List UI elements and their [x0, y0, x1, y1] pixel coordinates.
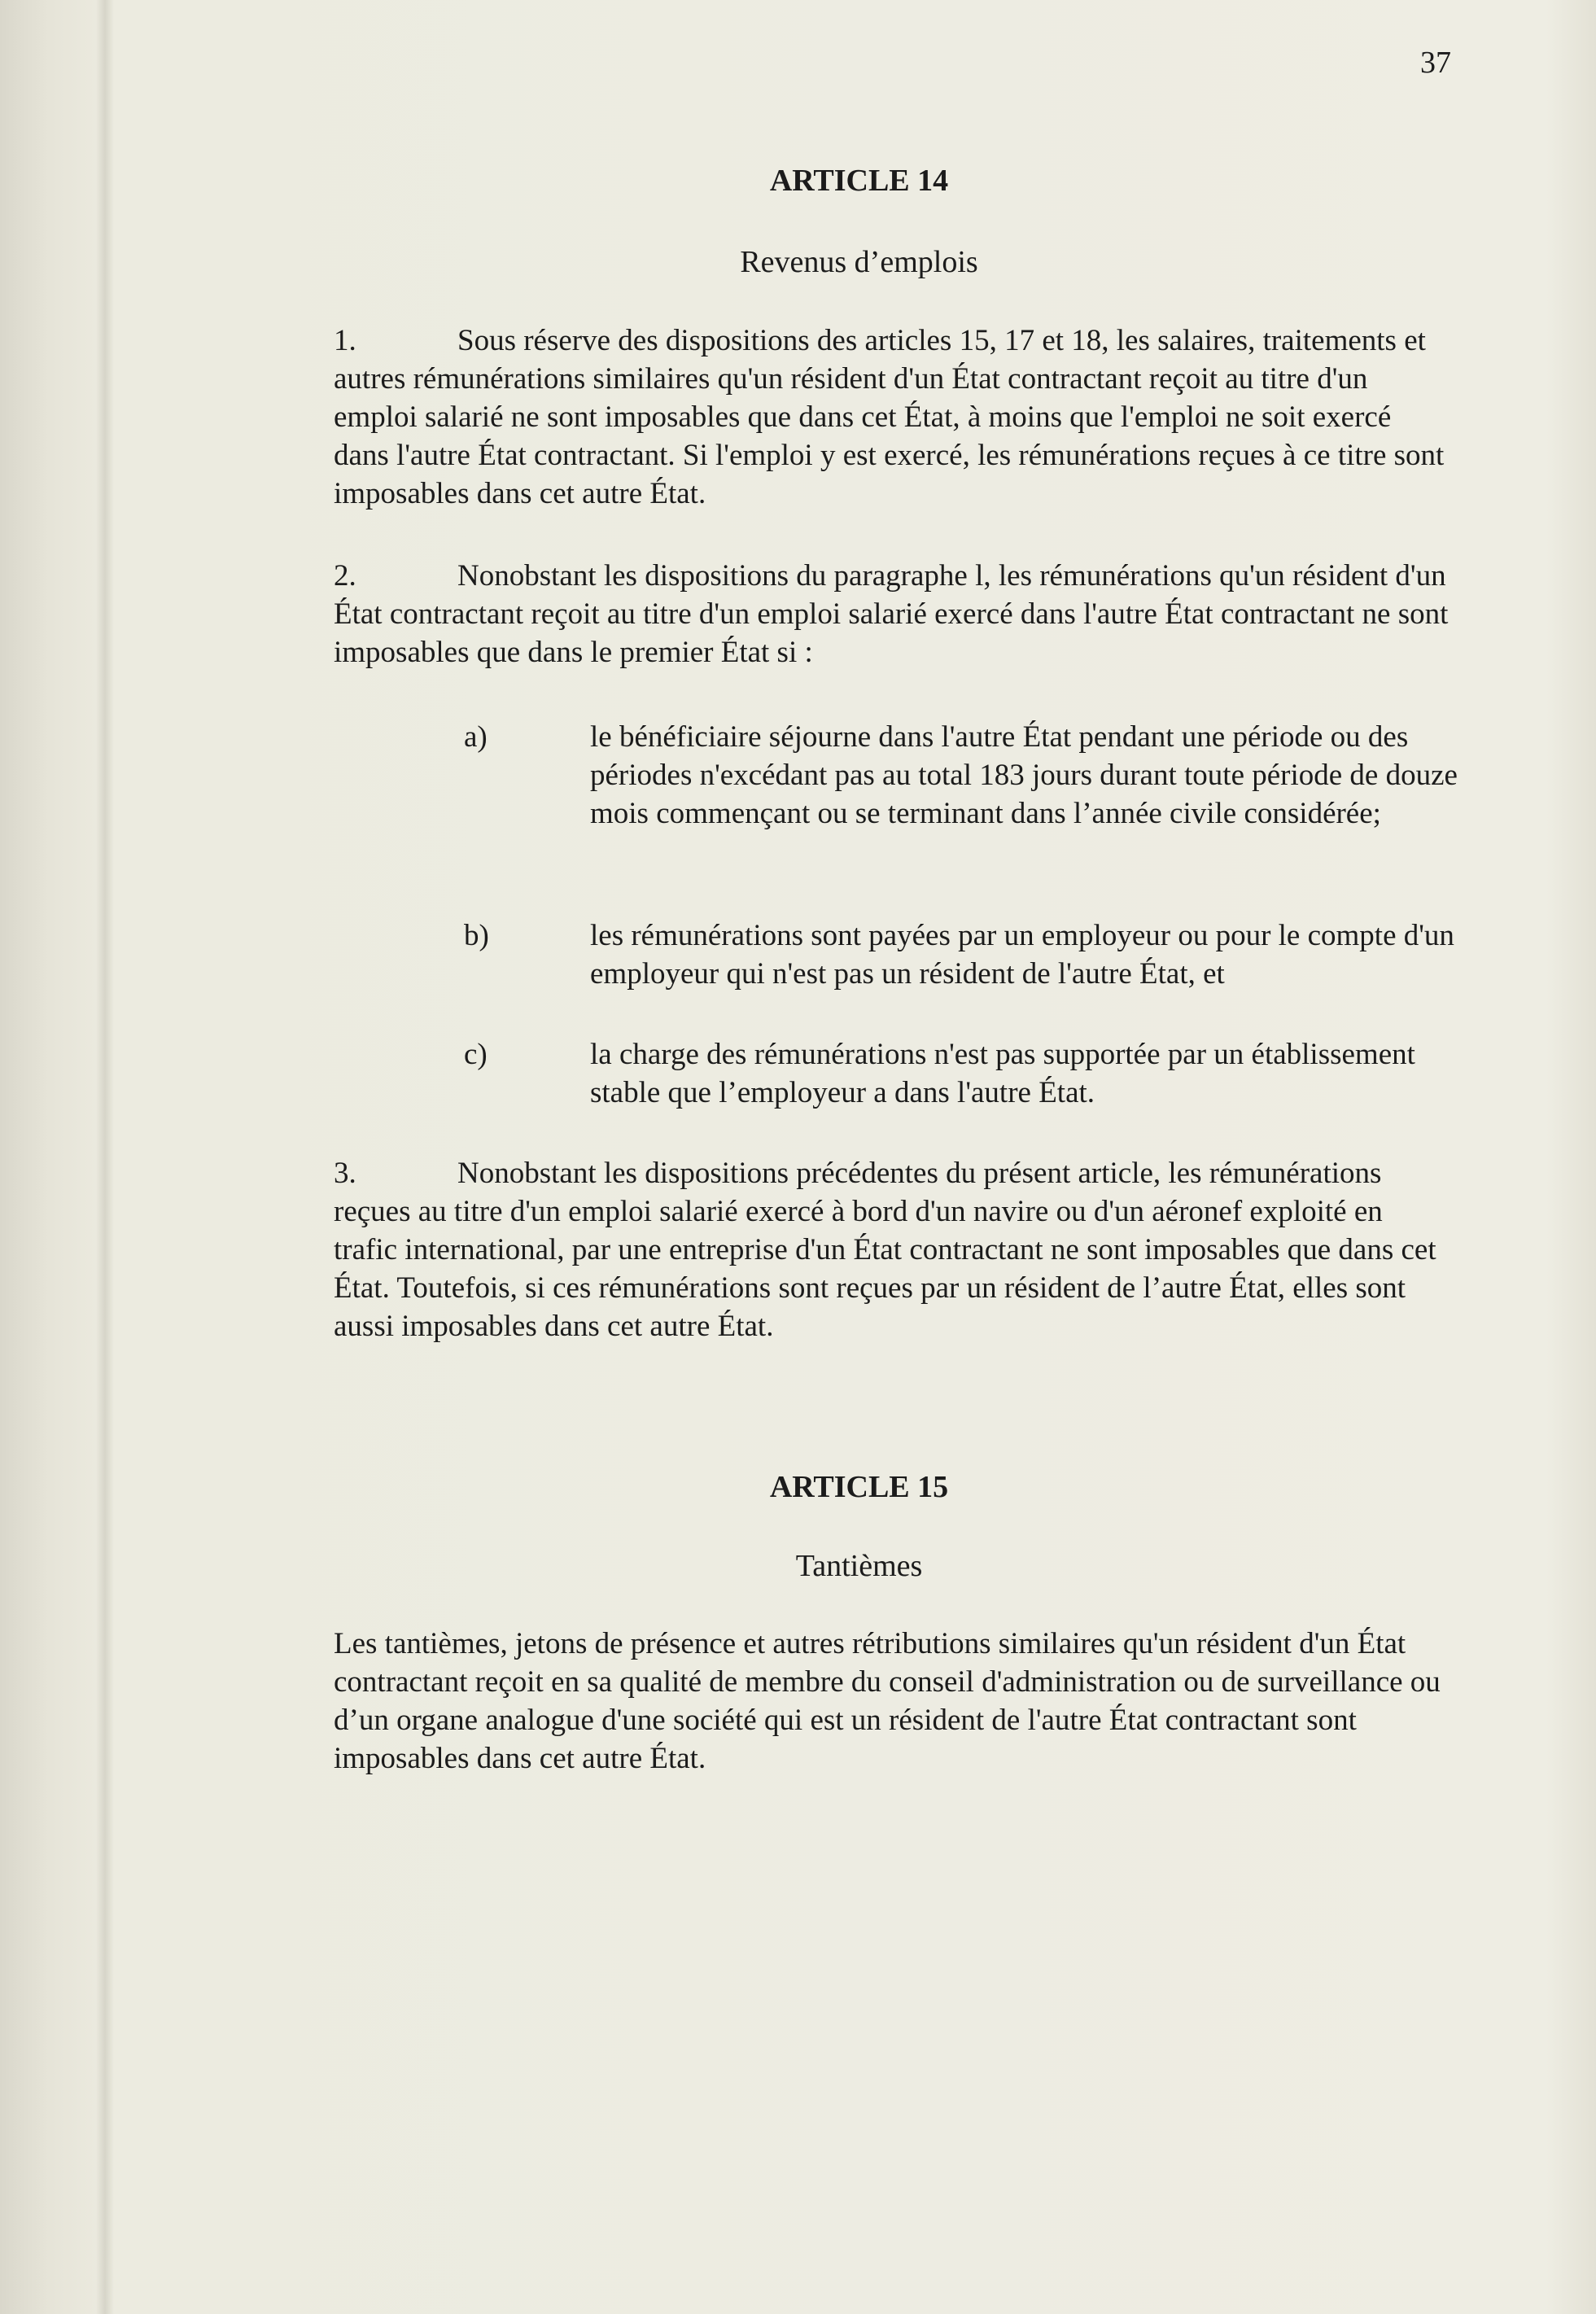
paragraph-text: Nonobstant les dispositions précédentes du présent article, les rémunérations reçues au titre d'un emploi salarié exercé à bord d'un navire ou d'un aéronef exploité en trafic international, par une entreprise d'un État contractant ne sont imposables que dans cet État. Toutefois, si ces rémunérations sont reçues par un résident de l’autre État, elles sont aussi imposables dans cet autre État. [334, 1157, 1436, 1343]
article-15-heading: ARTICLE 15 [769, 1470, 949, 1504]
paragraph-number: 1. [334, 324, 356, 357]
article-14-paragraph-1 [334, 322, 1453, 513]
list-item [464, 916, 1481, 993]
article-14-paragraph-3 [334, 1154, 1453, 1345]
list-item [464, 1035, 1481, 1112]
page-number: 37 [1420, 46, 1451, 80]
paragraph-text: Sous réserve des dispositions des articles 15, 17 et 18, les salaires, traitements et autres rémunérations similaires qu'un résident d'un État contractant reçoit au titre d'un emploi salarié ne sont imposables que dans cet État, à moins que l'emploi ne soit exercé dans l'autre État contractant. Si l'emploi y est exercé, les rémunérations reçues à ce titre sont imposables dans cet autre État. [334, 324, 1445, 510]
article-14-paragraph-2 [334, 557, 1453, 671]
list-item-letter: c) [464, 1038, 488, 1071]
article-14-heading: ARTICLE 14 [769, 164, 949, 198]
article-15-paragraph: Les tantièmes, jetons de présence et autres rétributions similaires qu'un résident d'un État contractant reçoit en sa qualité de membre du conseil d'administration ou de surveillance ou d’un organe analogue d'une société qui est un résident de l'autre État contractant sont imposables dans cet autre État. [334, 1627, 1441, 1775]
paragraph-number: 3. [334, 1157, 356, 1190]
list-item [464, 718, 1481, 833]
paragraph-text: Nonobstant les dispositions du paragraphe l, les rémunérations qu'un résident d'un État contractant reçoit au titre d'un emploi salarié exercé dans l'autre État contractant ne sont imposables que dans le premier État si : [334, 559, 1449, 669]
paragraph-number: 2. [334, 559, 356, 593]
list-item-letter: a) [464, 720, 488, 754]
list-item-text: le bénéficiaire séjourne dans l'autre État pendant une période ou des périodes n'excédant pas au total 183 jours durant toute période de douze mois commençant ou se terminant dans l’année civile considérée; [590, 720, 1458, 830]
list-item-letter: b) [464, 919, 489, 952]
list-item-text: la charge des rémunérations n'est pas supportée par un établissement stable que l’employeur a dans l'autre État. [590, 1038, 1415, 1109]
binding-shadow [96, 0, 114, 2314]
article-15-subheading: Tantièmes [795, 1549, 923, 1583]
article-14-subheading: Revenus d’emplois [740, 245, 978, 279]
list-item-text: les rémunérations sont payées par un employeur ou pour le compte d'un employeur qui n'est pas un résident de l'autre État, et [590, 919, 1454, 991]
